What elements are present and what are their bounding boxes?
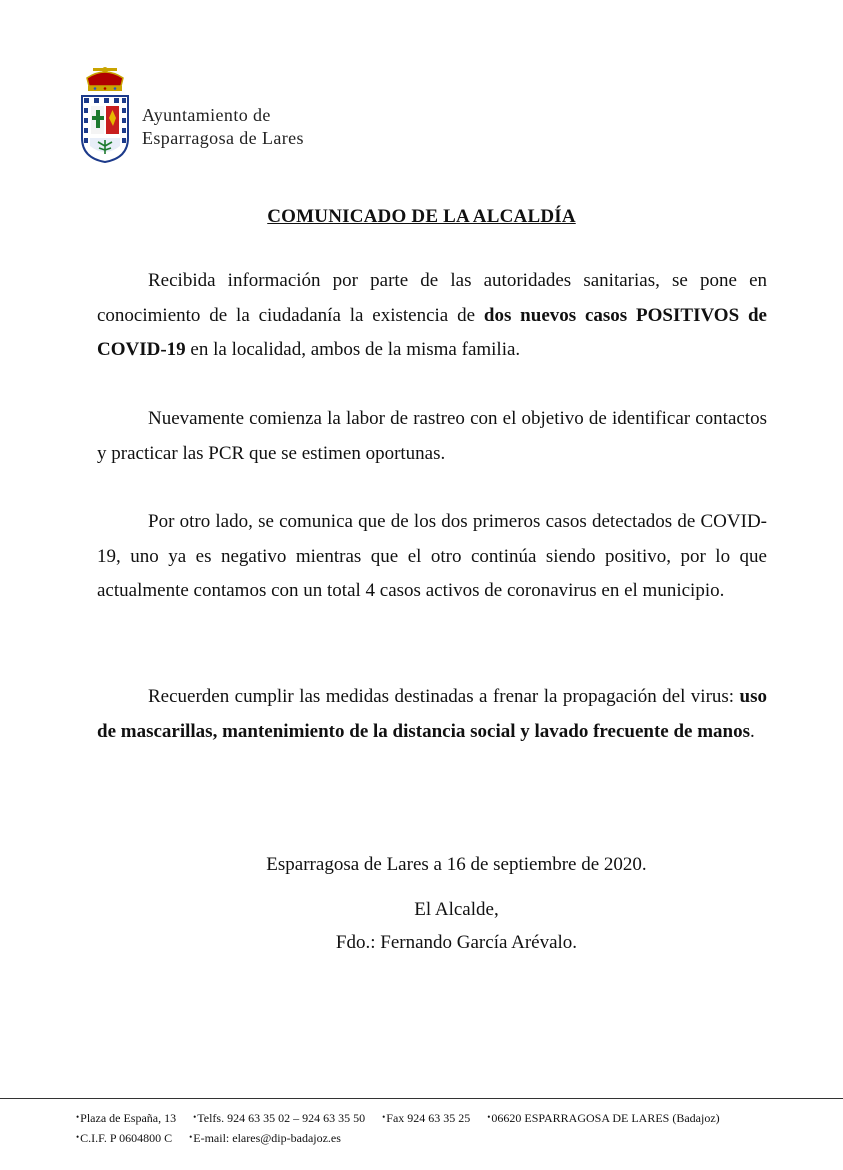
- footer-cif-text: C.I.F. P 0604800 C: [80, 1131, 173, 1145]
- paragraph-1-emphasis: dos nuevos casos POSITIVOS de COVID-19: [97, 304, 767, 360]
- footer-row-2: [76, 1131, 341, 1146]
- footer-row-1: [76, 1111, 720, 1126]
- footer-city-text: 06620 ESPARRAGOSA DE LARES (Badajoz): [491, 1111, 720, 1125]
- signer-name: Fdo.: Fernando García Arévalo.: [335, 932, 578, 953]
- bullet-icon: •: [382, 1112, 386, 1122]
- bullet-icon: •: [193, 1112, 197, 1122]
- footer-divider: [0, 1098, 843, 1099]
- bullet-icon: •: [189, 1132, 193, 1142]
- org-line-2: Esparragosa de Lares: [142, 128, 304, 148]
- paragraph-4-emphasis: uso de mascarillas, mantenimiento de la distancia social y lavado frecuente de manos: [97, 686, 767, 742]
- footer-fax: [382, 1111, 470, 1125]
- bullet-icon: •: [76, 1112, 80, 1122]
- paragraph-1: [97, 264, 767, 368]
- bullet-icon: •: [76, 1132, 80, 1142]
- signer-role: El Alcalde,: [414, 899, 499, 920]
- paragraph-2: Nuevamente comienza la labor de rastreo con el objetivo de identificar contactos y practicar las PCR que se estimen oportunas.: [97, 408, 767, 464]
- footer-address: [76, 1111, 176, 1125]
- letterhead: [80, 66, 400, 166]
- coat-of-arms-icon: [80, 66, 130, 164]
- footer-phones: [193, 1111, 365, 1125]
- org-line-1: Ayuntamiento de: [142, 105, 271, 125]
- document-title: COMUNICADO DE LA ALCALDÍA: [267, 206, 576, 227]
- date-line: Esparragosa de Lares a 16 de septiembre de 2020.: [266, 854, 647, 875]
- footer-address-text: Plaza de España, 13: [80, 1111, 177, 1125]
- paragraph-4-text-c: .: [750, 720, 755, 742]
- paragraph-4-text-a: Recuerden cumplir las medidas destinadas a frenar la propagación del virus:: [148, 686, 740, 707]
- paragraph-3: Por otro lado, se comunica que de los dos primeros casos detectados de COVID-19, uno ya es negativo mientras que el otro continúa siendo positivo, por lo que actualmente contamos con un total 4 casos activos de coronavirus en el municipio.: [97, 511, 767, 601]
- footer-cif: [76, 1131, 172, 1145]
- paragraph-1-text-a: Recibida información por parte de las autoridades sanitarias, se pone en conocimiento de la ciudadanía la existencia de: [97, 270, 767, 326]
- footer-city: [487, 1111, 719, 1125]
- paragraph-1-text-c: en la localidad, ambos de la misma familia.: [185, 339, 521, 360]
- footer-email[interactable]: [189, 1131, 341, 1145]
- organization-name: [142, 104, 304, 150]
- bullet-icon: •: [487, 1112, 491, 1122]
- footer-email-text[interactable]: E-mail: elares@dip-badajoz.es: [193, 1131, 341, 1145]
- footer-phones-text: Telfs. 924 63 35 02 – 924 63 35 50: [197, 1111, 366, 1125]
- footer-fax-text: Fax 924 63 35 25: [386, 1111, 471, 1125]
- paragraph-4: [97, 680, 767, 749]
